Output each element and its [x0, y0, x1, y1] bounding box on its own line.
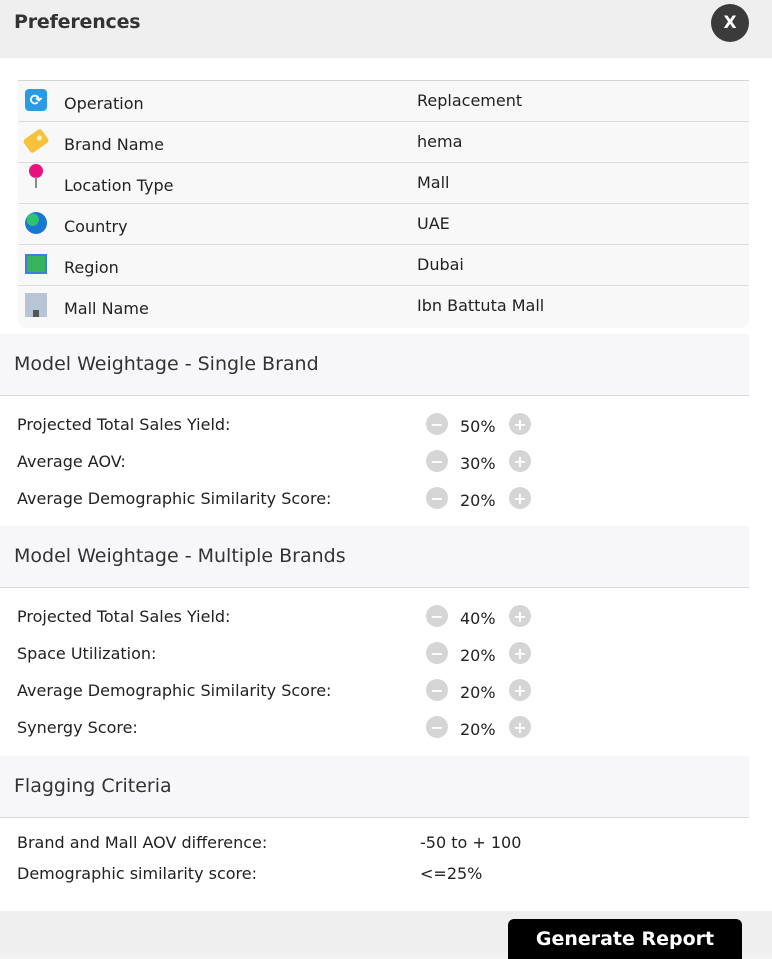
info-label: Mall Name	[64, 299, 149, 318]
increment-button[interactable]: +	[509, 450, 531, 472]
info-label: Location Type	[64, 176, 174, 195]
weight-row	[0, 638, 749, 668]
weight-value: 20%	[460, 683, 496, 702]
info-value: hema	[417, 132, 463, 151]
weight-value: 20%	[460, 491, 496, 510]
weight-label: Average Demographic Similarity Score:	[17, 489, 332, 508]
criteria-label: Brand and Mall AOV difference:	[17, 833, 268, 852]
weight-label: Projected Total Sales Yield:	[17, 607, 231, 626]
increment-button[interactable]: +	[509, 487, 531, 509]
header	[0, 0, 772, 58]
section-title: Model Weightage - Single Brand	[14, 353, 319, 375]
info-card	[18, 80, 749, 328]
decrement-button[interactable]: −	[426, 450, 448, 472]
info-value: Mall	[417, 173, 450, 192]
weight-label: Average AOV:	[17, 452, 126, 471]
info-label: Region	[64, 258, 119, 277]
section-single-brand	[0, 334, 749, 396]
page-title: Preferences	[14, 11, 141, 33]
weight-label: Projected Total Sales Yield:	[17, 415, 231, 434]
weight-row	[0, 409, 749, 439]
section-title: Flagging Criteria	[14, 775, 172, 797]
weight-value: 40%	[460, 609, 496, 628]
weight-label: Space Utilization:	[17, 644, 157, 663]
info-value: Replacement	[417, 91, 523, 110]
info-row-country	[18, 204, 749, 245]
weight-value: 20%	[460, 646, 496, 665]
map-icon	[25, 253, 47, 275]
weight-row	[0, 483, 749, 513]
increment-button[interactable]: +	[509, 716, 531, 738]
info-row-mall-name	[18, 286, 749, 326]
close-button[interactable]: X	[711, 4, 749, 42]
increment-button[interactable]: +	[509, 413, 531, 435]
decrement-button[interactable]: −	[426, 642, 448, 664]
globe-icon	[25, 212, 47, 234]
info-value: UAE	[417, 214, 450, 233]
criteria-value: -50 to + 100	[420, 833, 522, 852]
weight-value: 30%	[460, 454, 496, 473]
info-value: Dubai	[417, 255, 464, 274]
preferences-panel	[0, 58, 772, 911]
increment-button[interactable]: +	[509, 679, 531, 701]
weight-value: 50%	[460, 417, 496, 436]
building-icon	[25, 294, 47, 316]
info-row-operation	[18, 81, 749, 122]
decrement-button[interactable]: −	[426, 605, 448, 627]
weight-label: Synergy Score:	[17, 718, 138, 737]
weight-row	[0, 601, 749, 631]
info-row-brand-name	[18, 122, 749, 163]
section-flagging-criteria	[0, 756, 749, 818]
weight-row	[0, 675, 749, 705]
tag-icon	[25, 130, 47, 152]
increment-button[interactable]: +	[509, 642, 531, 664]
info-label: Country	[64, 217, 128, 236]
decrement-button[interactable]: −	[426, 413, 448, 435]
weight-value: 20%	[460, 720, 496, 739]
weight-label: Average Demographic Similarity Score:	[17, 681, 332, 700]
info-row-location-type	[18, 163, 749, 204]
info-label: Operation	[64, 94, 144, 113]
info-label: Brand Name	[64, 135, 164, 154]
criteria-row	[0, 861, 749, 885]
criteria-label: Demographic similarity score:	[17, 864, 257, 883]
criteria-row	[0, 830, 749, 854]
info-row-region	[18, 245, 749, 286]
info-value: Ibn Battuta Mall	[417, 296, 545, 315]
footer	[0, 911, 772, 953]
generate-report-button[interactable]: Generate Report	[508, 919, 742, 959]
section-title: Model Weightage - Multiple Brands	[14, 545, 346, 567]
decrement-button[interactable]: −	[426, 716, 448, 738]
decrement-button[interactable]: −	[426, 679, 448, 701]
criteria-value: <=25%	[420, 864, 483, 883]
refresh-icon: ⟳	[25, 89, 47, 111]
section-multiple-brands	[0, 526, 749, 588]
weight-row	[0, 446, 749, 476]
pin-icon	[25, 165, 47, 187]
decrement-button[interactable]: −	[426, 487, 448, 509]
weight-row	[0, 712, 749, 742]
increment-button[interactable]: +	[509, 605, 531, 627]
